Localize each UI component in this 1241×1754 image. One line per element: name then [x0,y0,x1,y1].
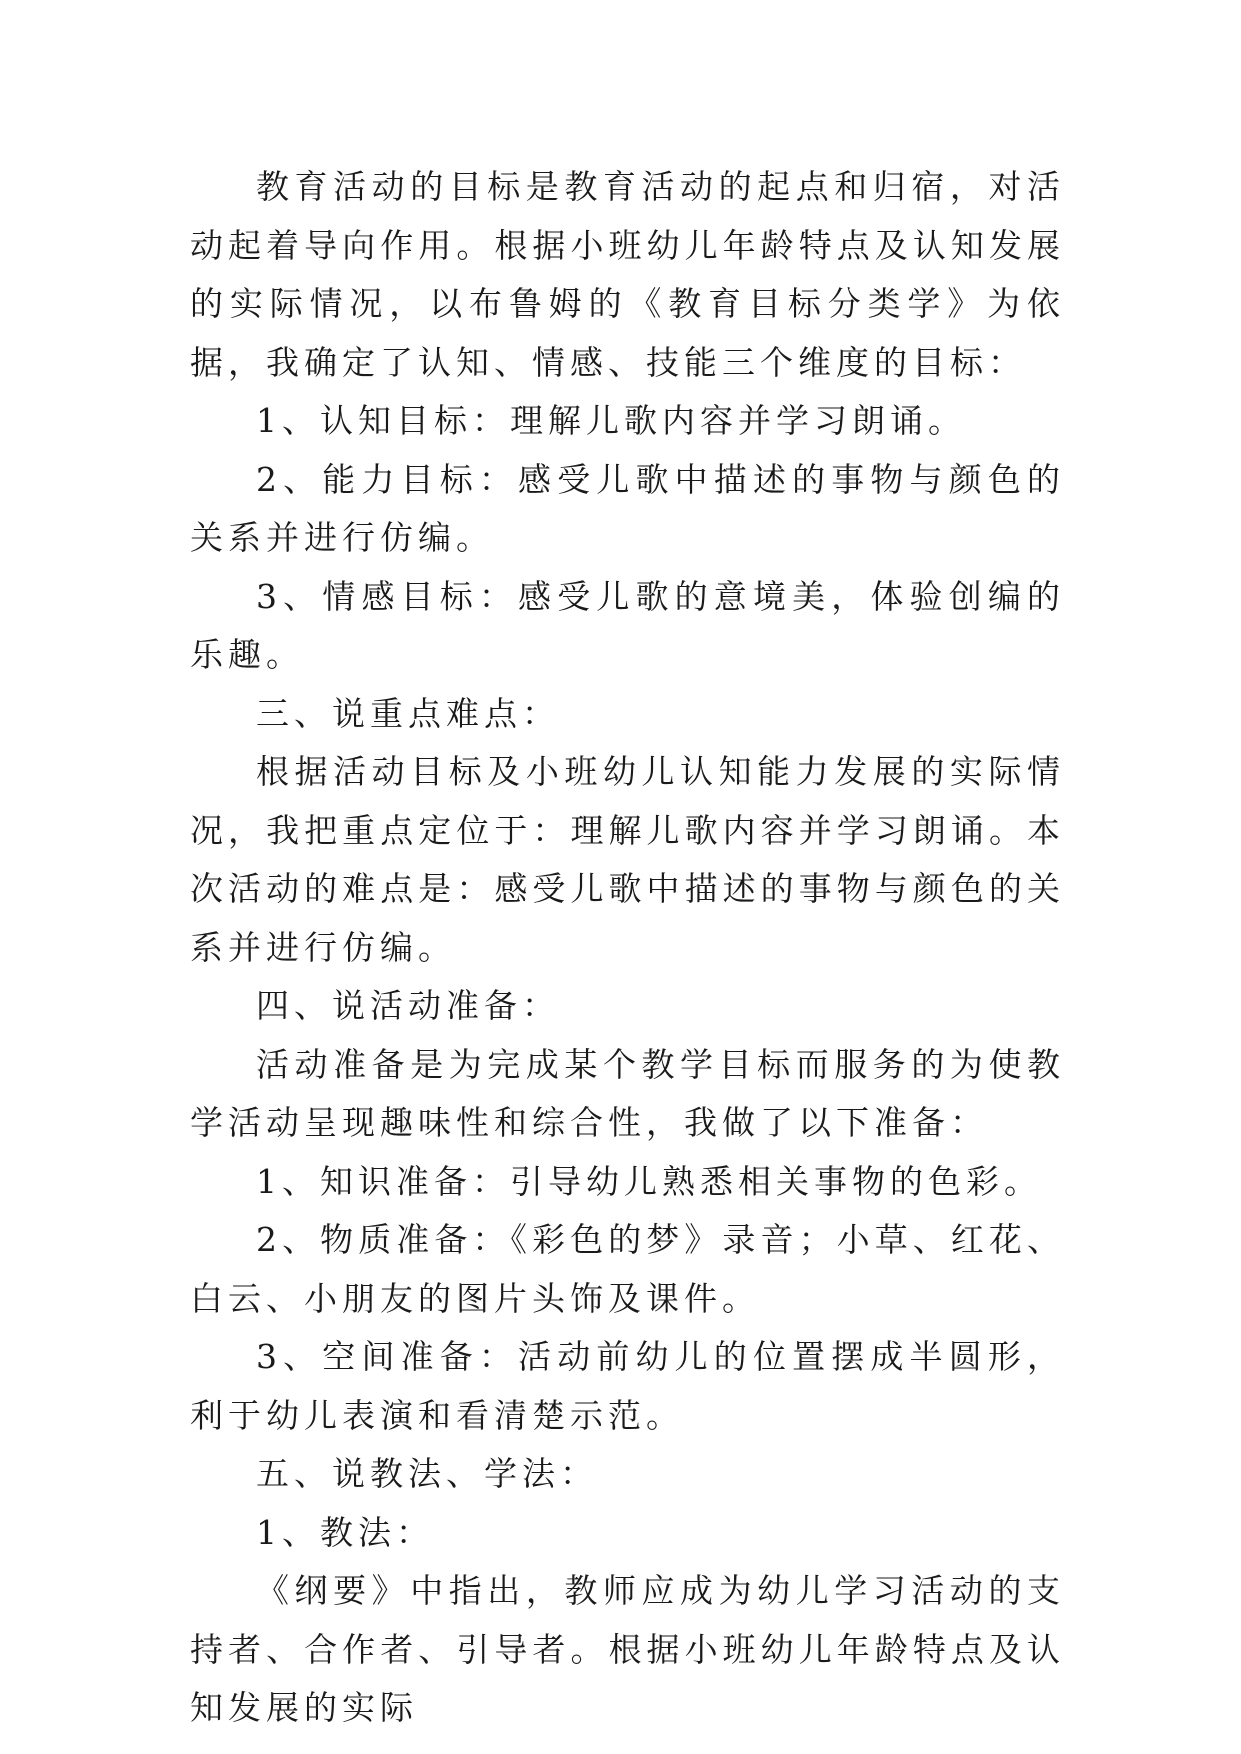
paragraph-space-prep: 3、空间准备：活动前幼儿的位置摆成半圆形，利于幼儿表演和看清楚示范。 [190,1337,1065,1435]
paragraph-preparation-intro: 活动准备是为完成某个教学目标而服务的为使教学活动呈现趣味性和综合性，我做了以下准备： [190,1044,1065,1142]
paragraph-knowledge-prep: 1、知识准备：引导幼儿熟悉相关事物的色彩。 [256,1161,1042,1201]
document-body [190,158,1065,1738]
paragraph-cognitive-goal: 1、认知目标：理解儿歌内容并学习朗诵。 [256,401,966,440]
section-heading-key-points: 三、说重点难点： [256,693,560,733]
paragraph-teaching-method: 《纲要》中指出，教师应成为幼儿学习活动的支持者、合作者、引导者。根据小班幼儿年龄特点及认知发展的实际 [190,1571,1065,1727]
paragraph-key-points: 根据活动目标及小班幼儿认知能力发展的实际情况，我把重点定位于：理解儿歌内容并学习朗诵。本次活动的难点是：感受儿歌中描述的事物与颜色的关系并进行仿编。 [190,752,1065,967]
paragraph-emotion-goal: 3、情感目标：感受儿歌的意境美，体验创编的乐趣。 [190,576,1065,674]
subheading-teaching-method: 1、教法： [256,1512,434,1552]
section-heading-methods: 五、说教法、学法： [256,1454,598,1493]
paragraph-ability-goal: 2、能力目标：感受儿歌中描述的事物与颜色的关系并进行仿编。 [190,459,1065,557]
paragraph-material-prep: 2、物质准备：《彩色的梦》录音；小草、红花、白云、小朋友的图片头饰及课件。 [190,1220,1065,1318]
section-heading-preparation: 四、说活动准备： [256,986,560,1025]
paragraph-goals-intro: 教育活动的目标是教育活动的起点和归宿，对活动起着导向作用。根据小班幼儿年龄特点及认知发展的实际情况，以布鲁姆的《教育目标分类学》为依据，我确定了认知、情感、技能三个维度的目标： [190,167,1065,382]
